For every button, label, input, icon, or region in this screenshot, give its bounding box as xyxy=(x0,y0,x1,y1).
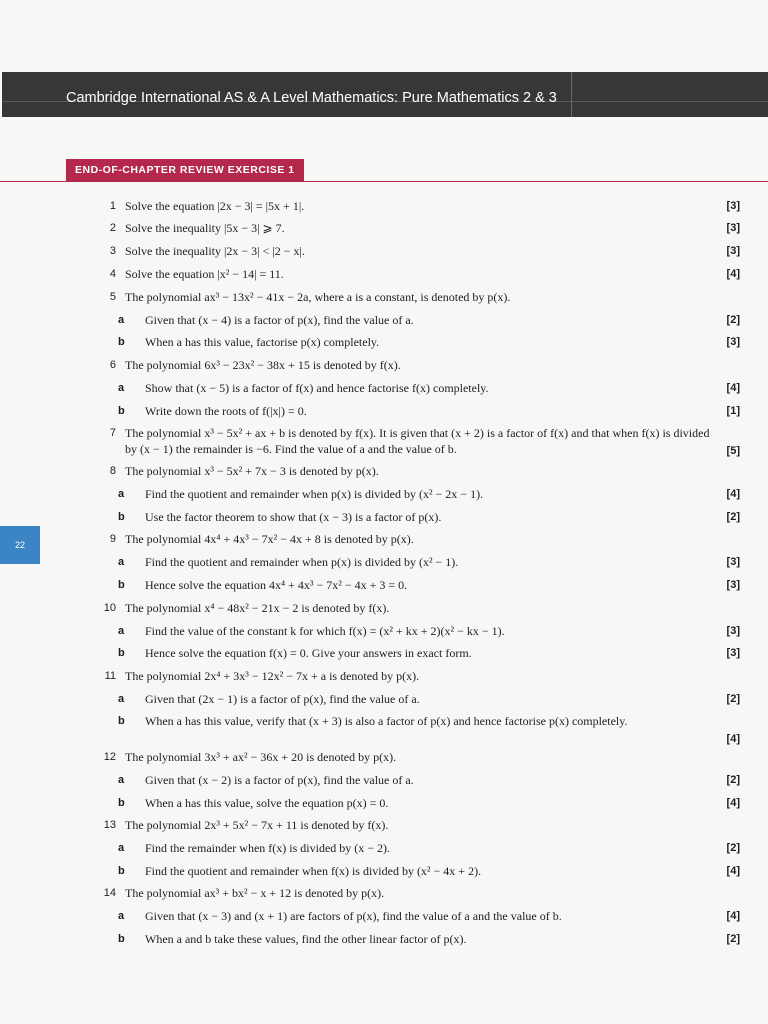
question-number: 12 xyxy=(103,751,116,763)
question-marks: [4] xyxy=(726,268,740,280)
question-text: Given that (x − 3) and (x + 1) are factors of p(x), find the value of a and the value of b. xyxy=(145,909,562,923)
question-row xyxy=(90,198,740,216)
question-text: The polynomial ax³ − 13x² − 41x − 2a, where a is a constant, is denoted by p(x). xyxy=(125,290,511,304)
subquestion-letter: a xyxy=(118,625,125,637)
subquestion-row xyxy=(90,795,740,813)
subquestion-letter: b xyxy=(118,336,125,348)
question-marks: [4] xyxy=(726,797,740,809)
question-marks: [2] xyxy=(726,842,740,854)
question-number: 6 xyxy=(109,359,116,371)
question-row xyxy=(90,357,740,375)
question-text: Given that (x − 2) is a factor of p(x), find the value of a. xyxy=(145,773,414,787)
question-marks: [2] xyxy=(726,511,740,523)
book-title: Cambridge International AS & A Level Mathematics: Pure Mathematics 2 & 3 xyxy=(66,90,557,106)
subquestion-letter: a xyxy=(118,556,125,568)
question-row xyxy=(90,885,740,903)
question-row xyxy=(90,531,740,549)
question-text: The polynomial 2x³ + 5x² − 7x + 11 is denoted by f(x). xyxy=(125,818,389,832)
question-number: 10 xyxy=(103,602,116,614)
subquestion-letter: b xyxy=(118,647,125,659)
subquestion-letter: a xyxy=(118,774,125,786)
question-marks: [3] xyxy=(726,222,740,234)
subquestion-letter: b xyxy=(118,405,125,417)
question-marks: [4] xyxy=(726,865,740,877)
subquestion-row xyxy=(90,380,740,398)
question-row xyxy=(90,266,740,284)
question-text: The polynomial 2x⁴ + 3x³ − 12x² − 7x + a is denoted by p(x). xyxy=(125,669,420,683)
question-marks: [3] xyxy=(726,556,740,568)
question-marks: [3] xyxy=(726,245,740,257)
question-marks: [4] xyxy=(726,910,740,922)
subquestion-letter: b xyxy=(118,511,125,523)
subquestion-row xyxy=(90,772,740,790)
question-row xyxy=(90,668,740,686)
question-marks: [2] xyxy=(726,933,740,945)
question-number: 3 xyxy=(109,245,116,257)
question-text: Find the quotient and remainder when p(x) is divided by (x² − 2x − 1). xyxy=(145,487,484,501)
subquestion-letter: a xyxy=(118,910,125,922)
question-marks: [4] xyxy=(726,488,740,500)
subquestion-letter: a xyxy=(118,314,125,326)
subquestion-row xyxy=(90,334,740,352)
question-row xyxy=(90,243,740,261)
subquestion-letter: b xyxy=(118,797,125,809)
question-row xyxy=(90,463,740,481)
question-marks: [3] xyxy=(726,579,740,591)
subquestion-row xyxy=(90,645,740,663)
subquestion-row xyxy=(90,509,740,527)
question-marks: [5] xyxy=(726,445,740,457)
question-text: Find the quotient and remainder when p(x) is divided by (x² − 1). xyxy=(145,555,459,569)
page-number-tab: 22 xyxy=(0,526,40,564)
question-text: Solve the inequality |2x − 3| < |2 − x|. xyxy=(125,244,305,258)
question-marks: [3] xyxy=(726,200,740,212)
question-row xyxy=(90,749,740,767)
subquestion-letter: a xyxy=(118,382,125,394)
subquestion-letter: b xyxy=(118,579,125,591)
question-marks: [4] xyxy=(726,382,740,394)
subquestion-row xyxy=(90,312,740,330)
question-text: The polynomial x³ − 5x² + ax + b is denoted by f(x). It is given that (x + 2) is a factor of f(x) and that when f(x) is divided by (x − 1) the remainder is −6. Find the value of a and the value of b. xyxy=(125,426,710,456)
question-text: Show that (x − 5) is a factor of f(x) and hence factorise f(x) completely. xyxy=(145,381,489,395)
subquestion-row xyxy=(90,863,740,881)
question-marks: [2] xyxy=(726,774,740,786)
question-row xyxy=(90,289,740,307)
subquestion-row xyxy=(90,554,740,572)
question-text: Solve the inequality |5x − 3| ⩾ 7. xyxy=(125,221,285,235)
question-text: The polynomial 4x⁴ + 4x³ − 7x² − 4x + 8 is denoted by p(x). xyxy=(125,532,414,546)
question-text: Given that (x − 4) is a factor of p(x), find the value of a. xyxy=(145,313,414,327)
question-text: The polynomial 6x³ − 23x² − 38x + 15 is denoted by f(x). xyxy=(125,358,401,372)
question-text: The polynomial x⁴ − 48x² − 21x − 2 is denoted by f(x). xyxy=(125,601,390,615)
question-row xyxy=(90,425,740,461)
question-number: 1 xyxy=(109,200,116,212)
subquestion-letter: a xyxy=(118,693,125,705)
subquestion-row xyxy=(90,691,740,709)
question-number: 13 xyxy=(103,819,116,831)
question-text: When a and b take these values, find the other linear factor of p(x). xyxy=(145,932,467,946)
question-number: 14 xyxy=(103,887,116,899)
question-number: 11 xyxy=(104,670,116,682)
question-number: 2 xyxy=(109,222,116,234)
question-text: The polynomial 3x³ + ax² − 36x + 20 is denoted by p(x). xyxy=(125,750,397,764)
subquestion-row xyxy=(90,931,740,949)
question-marks: [4] xyxy=(726,733,740,745)
question-text: Find the value of the constant k for which f(x) = (x² + kx + 2)(x² − kx − 1). xyxy=(145,624,505,638)
question-text: Hence solve the equation f(x) = 0. Give your answers in exact form. xyxy=(145,646,472,660)
question-number: 8 xyxy=(109,465,116,477)
subquestion-letter: a xyxy=(118,488,125,500)
question-text: Use the factor theorem to show that (x − 3) is a factor of p(x). xyxy=(145,510,442,524)
question-text: When a has this value, factorise p(x) completely. xyxy=(145,335,380,349)
question-number: 5 xyxy=(109,291,116,303)
question-marks: [3] xyxy=(726,625,740,637)
subquestion-row xyxy=(90,577,740,595)
question-text: Find the remainder when f(x) is divided by (x − 2). xyxy=(145,841,391,855)
subquestion-row xyxy=(90,403,740,421)
question-text: Solve the equation |2x − 3| = |5x + 1|. xyxy=(125,199,305,213)
question-marks: [3] xyxy=(726,336,740,348)
question-number: 9 xyxy=(109,533,116,545)
question-row xyxy=(90,220,740,238)
question-text: The polynomial ax³ + bx² − x + 12 is denoted by p(x). xyxy=(125,886,385,900)
question-text: Find the quotient and remainder when f(x) is divided by (x² − 4x + 2). xyxy=(145,864,482,878)
exercise-rule xyxy=(0,181,768,182)
subquestion-letter: a xyxy=(118,842,125,854)
subquestion-row xyxy=(90,623,740,641)
question-row xyxy=(90,817,740,835)
subquestion-letter: b xyxy=(118,865,125,877)
question-text: The polynomial x³ − 5x² + 7x − 3 is denoted by p(x). xyxy=(125,464,379,478)
question-number: 4 xyxy=(109,268,116,280)
subquestion-letter: b xyxy=(118,933,125,945)
question-marks: [2] xyxy=(726,693,740,705)
exercise-title: END-OF-CHAPTER REVIEW EXERCISE 1 xyxy=(66,159,304,181)
question-row xyxy=(90,600,740,618)
question-text: Hence solve the equation 4x⁴ + 4x³ − 7x² − 4x + 3 = 0. xyxy=(145,578,408,592)
question-marks: [2] xyxy=(726,314,740,326)
header-divider xyxy=(571,72,572,117)
subquestion-letter: b xyxy=(118,715,125,727)
question-text: Write down the roots of f(|x|) = 0. xyxy=(145,404,307,418)
header-bar xyxy=(2,72,768,117)
question-number: 7 xyxy=(109,427,116,439)
question-marks: [1] xyxy=(726,405,740,417)
subquestion-row xyxy=(90,908,740,926)
question-text: Given that (2x − 1) is a factor of p(x), find the value of a. xyxy=(145,692,420,706)
question-text: Solve the equation |x² − 14| = 11. xyxy=(125,267,284,281)
question-text: When a has this value, solve the equation p(x) = 0. xyxy=(145,796,389,810)
question-text: When a has this value, verify that (x + 3) is also a factor of p(x) and hence factorise p(x) completely. xyxy=(145,714,628,728)
subquestion-row xyxy=(90,840,740,858)
subquestion-row xyxy=(90,713,740,749)
subquestion-row xyxy=(90,486,740,504)
question-marks: [3] xyxy=(726,647,740,659)
